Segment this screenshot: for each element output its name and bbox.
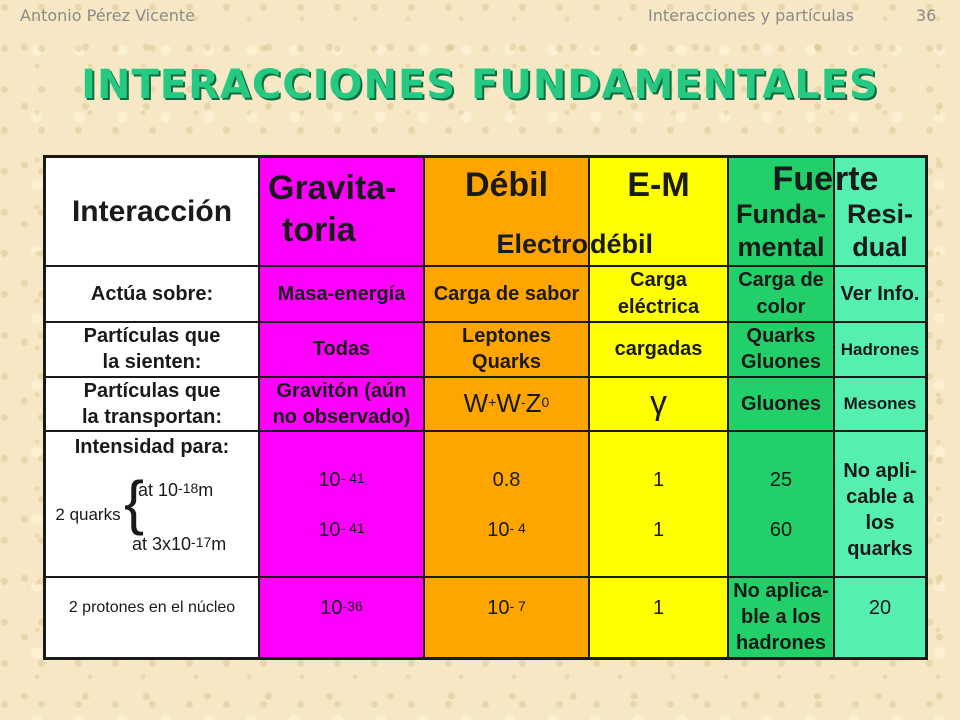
transportan-em-photon: γ <box>650 384 667 423</box>
w-plus-sign: + <box>488 393 497 410</box>
value-exp: - 7 <box>509 597 526 614</box>
value-base: 10 <box>318 468 341 491</box>
header-fuerte-1: Fue <box>772 160 833 199</box>
distance-1 <box>138 476 258 504</box>
row-label-transportan-2: la transportan: <box>81 405 223 428</box>
header-fundamental-1: Funda- <box>736 198 826 229</box>
value-base: 10 <box>487 518 510 541</box>
value-base: 10 <box>320 596 343 619</box>
actua-fundamental-1: Carga de <box>738 269 824 291</box>
transportan-gravitatoria-2: no observado) <box>272 405 411 428</box>
intensidad-grav-2 <box>260 510 423 550</box>
transportan-fundamental: Gluones <box>740 392 821 415</box>
intensidad-debil-1: 0.8 <box>492 468 521 491</box>
intensidad-em-2: 1 <box>652 518 665 541</box>
w-minus-boson: W <box>496 388 521 419</box>
actua-debil: Carga de sabor <box>433 282 580 305</box>
value-exp: -36 <box>342 597 363 614</box>
row-label-2-quarks: 2 quarks <box>55 505 121 525</box>
transportan-debil <box>425 378 588 430</box>
row-label-sienten-2: la sienten: <box>102 351 202 373</box>
sienten-debil-1: Leptones <box>462 324 551 347</box>
page-title: INTERACCIONES FUNDAMENTALES <box>81 62 879 108</box>
intensidad-grav-1 <box>260 460 423 500</box>
actua-gravitatoria: Masa-energía <box>277 282 406 305</box>
header-gravitatoria-1: Gravita- <box>268 169 397 208</box>
intensidad-fundamental-1: 25 <box>769 468 793 491</box>
value-exp: - 4 <box>509 519 526 536</box>
header-electro: Electro <box>496 228 588 259</box>
header-interaccion: Interacción <box>71 194 233 228</box>
intensidad-residual-1: No apli- <box>843 459 917 482</box>
row-label-actua: Actúa sobre: <box>90 282 214 305</box>
header-fundamental-2: mental <box>737 231 825 262</box>
value-exp: - 41 <box>340 519 365 536</box>
actua-fundamental-2: color <box>756 296 806 318</box>
sienten-em: cargadas <box>614 338 703 360</box>
distance-2 <box>132 530 258 558</box>
protones-fundamental-3: hadrones <box>735 631 827 654</box>
sienten-debil-2: Quarks <box>472 351 541 373</box>
distance-1-exp: -18 <box>178 479 199 496</box>
actua-em-1: Carga <box>630 269 687 291</box>
protones-residual: 20 <box>868 596 892 619</box>
transportan-gravitatoria-1: Gravitón (aún <box>276 379 407 402</box>
protones-gravitatoria <box>260 588 423 628</box>
header-residual-2: dual <box>852 231 908 262</box>
row-label-protones: 2 protones en el núcleo <box>68 598 236 616</box>
actua-residual: Ver Info. <box>840 282 920 305</box>
row-label-transportan-1: Partículas que <box>83 379 221 402</box>
value-base: 10 <box>487 596 510 619</box>
sienten-fundamental-2: Gluones <box>740 351 821 373</box>
z-zero-sign: 0 <box>541 393 550 410</box>
intensidad-residual-4: quarks <box>847 537 913 560</box>
transportan-residual: Mesones <box>843 394 917 414</box>
row-label-sienten-1: Partículas que <box>83 324 221 347</box>
actua-em-2: eléctrica <box>617 296 700 318</box>
w-minus-sign: - <box>520 393 526 410</box>
header-gravitatoria-2: toria <box>282 211 356 250</box>
header-author: Antonio Pérez Vicente <box>20 6 196 25</box>
distance-2-exp: -17 <box>191 533 212 550</box>
page-number: 36 <box>916 6 937 25</box>
header-fuerte-2: rte <box>835 160 879 199</box>
sienten-fundamental-1: Quarks <box>746 324 816 347</box>
intensidad-residual-3: los <box>865 511 895 534</box>
protones-em: 1 <box>652 596 665 619</box>
row-label-intensidad: Intensidad para: <box>74 435 230 458</box>
intensidad-debil-2 <box>425 510 588 550</box>
distance-1-base: at 10 <box>138 479 179 500</box>
value-exp: - 41 <box>340 469 365 486</box>
intensidad-em-1: 1 <box>652 468 665 491</box>
sienten-gravitatoria: Todas <box>312 338 371 360</box>
value-base: 10 <box>318 518 341 541</box>
header-topic: Interacciones y partículas <box>648 6 854 25</box>
interactions-table <box>43 155 928 660</box>
protones-fundamental-2: ble a los <box>740 605 822 628</box>
header-electro-debil: débil <box>590 228 654 259</box>
sienten-residual: Hadrones <box>840 339 920 359</box>
header-em: E-M <box>627 166 690 205</box>
protones-fundamental-1: No aplica- <box>733 579 829 602</box>
intensidad-fundamental-2: 60 <box>769 518 793 541</box>
distance-1-unit: m <box>198 479 214 500</box>
z-boson: Z <box>525 388 542 419</box>
header-debil: Débil <box>464 166 549 205</box>
w-plus-boson: W <box>463 388 489 419</box>
protones-debil <box>425 588 588 628</box>
distance-2-unit: m <box>211 533 227 554</box>
intensidad-residual-2: cable a <box>846 485 914 508</box>
distance-2-base: at 3x10 <box>132 533 192 554</box>
brace-icon: { <box>124 469 145 536</box>
header-residual-1: Resi- <box>846 198 914 229</box>
